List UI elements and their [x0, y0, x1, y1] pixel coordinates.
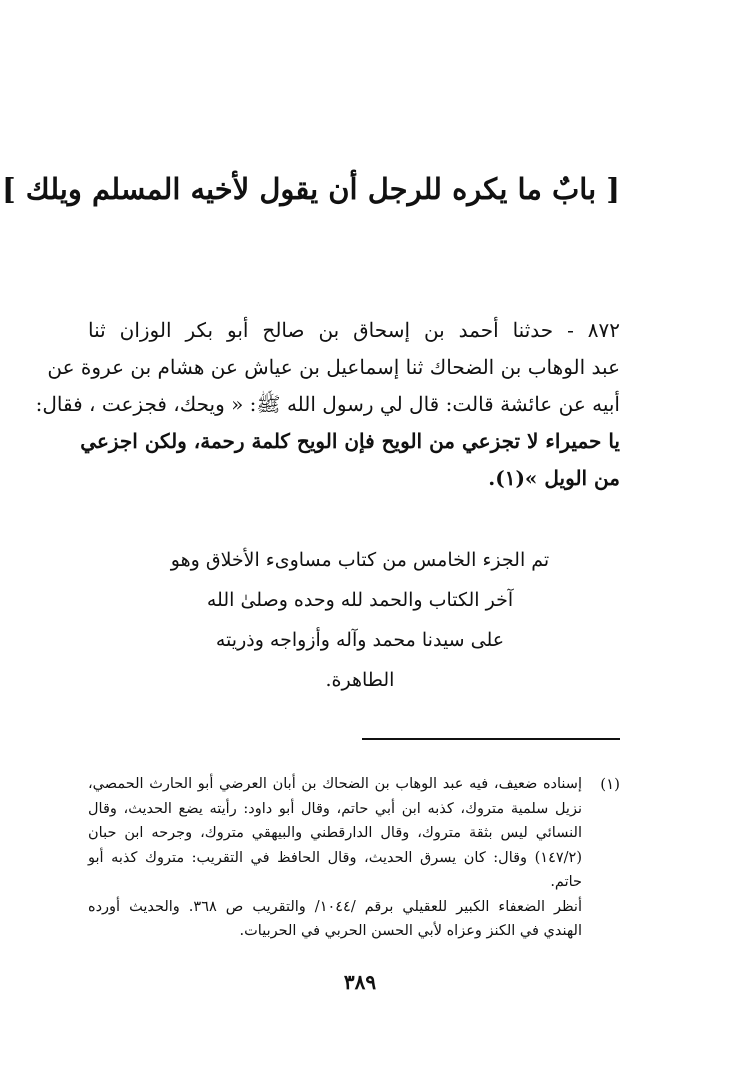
footnote [88, 772, 620, 944]
hadith-text [35, 312, 620, 497]
footnote-line: الهندي في الكنز وعزاه لأبي الحسن الحربي في الحربيات. [239, 923, 582, 939]
hadith-line: يا حميراء لا تجزعي من الويح فإن الويح كلمة رحمة، ولكن اجزعي [80, 429, 620, 453]
colophon-line: على سيدنا محمد وآله وأزواجه وذريته [215, 629, 505, 651]
footnotes [88, 772, 620, 944]
footnote-line: (١٤٧/٢) وقال: كان يسرق الحديث، وقال الحافظ في التقريب: متروك كذبه أبو [88, 849, 582, 866]
page-number: ٣٨٩ [343, 970, 377, 994]
hadith-line: ٨٧٢ - حدثنا أحمد بن إسحاق بن صالح أبو بكر الوزان ثنا [88, 318, 620, 342]
footnote-divider [362, 738, 620, 740]
hadith-line: أبيه عن عائشة قالت: قال لي رسول الله ﷺ: « ويحك، فجزعت ، فقال: [35, 392, 620, 416]
footnote-number: (١) [600, 775, 620, 793]
footnote-line: حاتم. [550, 874, 582, 890]
footnote-body [88, 772, 582, 944]
footnote-line: نزيل سلمية متروك، كذبه ابن أبي حاتم، وقال أبو داود: رأيته يضع الحديث، وقال [88, 800, 582, 817]
footnote-line: النسائي ليس بثقة متروك، وقال الدارقطني والبيهقي متروك، وجرحه ابن حبان [88, 825, 582, 841]
colophon-line: تم الجزء الخامس من كتاب مساوىء الأخلاق وهو [170, 549, 550, 571]
footnote-line: أنظر الضعفاء الكبير للعقيلي برقم /١٠٤٤/ والتقريب ص ٣٦٨. والحديث أورده [88, 898, 582, 915]
hadith-line: من الويل »(١). [488, 466, 620, 490]
colophon-line: آخر الكتاب والحمد لله وحده وصلىٰ الله [206, 589, 514, 611]
colophon-line: الطاهرة. [325, 669, 395, 691]
footnote-line: إسناده ضعيف، فيه عبد الوهاب بن الضحاك بن أبان العرضي أبو الحارث الحمصي، [88, 776, 582, 792]
chapter-title: [ بابٌ ما يكره للرجل أن يقول لأخيه المسلم ويلك ] [1, 172, 620, 206]
colophon [160, 540, 560, 700]
hadith-line: عبد الوهاب بن الضحاك ثنا إسماعيل بن عياش عن هشام بن عروة عن [47, 355, 620, 379]
